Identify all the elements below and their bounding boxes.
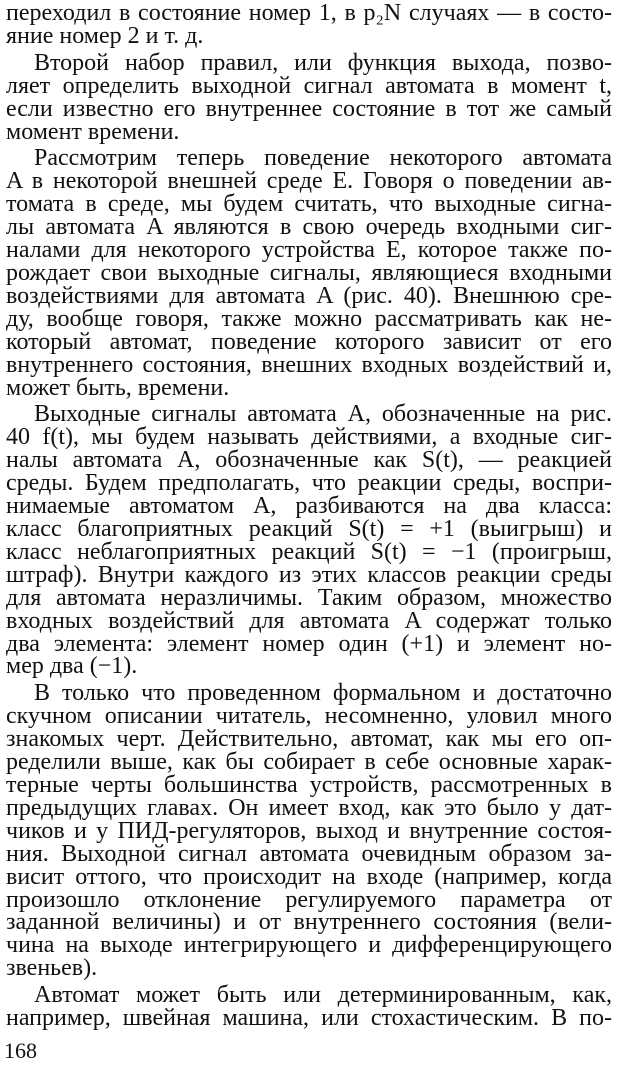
text-line: ределили выше, как бы собирает в себе основные харак- [6, 751, 612, 774]
text-line: чиков и у ПИД-регуляторов, выход и внутренние состоя- [6, 820, 612, 843]
text-line: среды. Будем предполагать, что реакции среды, воспри- [6, 472, 612, 495]
text-line: В только что проведенном формальном и достаточно [34, 682, 612, 705]
text-line: висит оттого, что происходит на входе (например, когда [6, 866, 612, 889]
text-line: момент времени. [6, 121, 180, 144]
text-line: если известно его внутреннее состояние в тот же самый [6, 98, 612, 121]
text-line: внутреннего состояния, внешних входных воздействий и, [6, 354, 612, 377]
text-line: томата в среде, мы будем считать, что выходные сигна- [6, 193, 612, 216]
text-line: мер два (−1). [6, 655, 138, 678]
text-line: переходил в состояние номер 1, в p₂N случаях — в состо- [6, 2, 612, 25]
text-line: знакомых черт. Действительно, автомат, как мы его оп- [6, 728, 612, 751]
text-line: например, швейная машина, или стохастическим. В по- [6, 1007, 612, 1030]
text-line: терные черты большинства устройств, рассмотренных в [6, 774, 612, 797]
text-line: налами для некоторого устройства E, которое также по- [6, 239, 612, 262]
text-line: произошло отклонение регулируемого параметра от [6, 889, 612, 912]
text-line: рождает свои выходные сигналы, являющиеся входными [6, 262, 612, 285]
text-line: нимаемые автоматом A, разбиваются на два класса: [6, 495, 612, 518]
text-line: Второй набор правил, или функция выхода, позво- [34, 52, 612, 75]
text-line: воздействиями для автомата A (рис. 40). Внешнюю сре- [6, 285, 612, 308]
text-line: ду, вообще говоря, также можно рассматривать как не- [6, 308, 612, 331]
text-line: скучном описании читатель, несомненно, уловил много [6, 705, 612, 728]
text-line: класс благоприятных реакций S(t) = +1 (выигрыш) и [6, 518, 612, 541]
text-line: предыдущих главах. Он имеет вход, как это было у дат- [6, 797, 612, 820]
text-line: может быть, времени. [6, 377, 230, 400]
text-line: класс неблагоприятных реакций S(t) = −1 (проигрыш, [6, 541, 612, 564]
text-line: Выходные сигналы автомата A, обозначенные на рис. [34, 403, 612, 426]
page-number: 168 [4, 1038, 37, 1063]
text-line: яние номер 2 и т. д. [6, 25, 204, 48]
text-line: входных воздействий для автомата A содержат только [6, 610, 612, 633]
text-line: заданной величины) и от внутреннего состояния (вели- [6, 911, 612, 934]
text-line: ния. Выходной сигнал автомата очевидным образом за- [6, 843, 612, 866]
text-line: лы автомата A являются в свою очередь входными сиг- [6, 216, 612, 239]
text-line: штраф). Внутри каждого из этих классов реакции среды [6, 564, 612, 587]
text-line: звеньев). [6, 957, 98, 980]
text-line: A в некоторой внешней среде E. Говоря о поведении ав- [6, 170, 612, 193]
text-line: который автомат, поведение которого зависит от его [6, 331, 612, 354]
text-line: Автомат может быть или детерминированным, как, [34, 984, 612, 1007]
text-line: Рассмотрим теперь поведение некоторого автомата [34, 147, 612, 170]
text-line: для автомата неразличимы. Таким образом, множество [6, 587, 612, 610]
text-line: ляет определить выходной сигнал автомата в момент t, [6, 75, 612, 98]
text-line: чина на выходе интегрирующего и дифференцирующего [6, 934, 612, 957]
text-line: налы автомата A, обозначенные как S(t), — реакцией [6, 449, 612, 472]
text-line: два элемента: элемент номер один (+1) и элемент но- [6, 633, 612, 656]
text-line: 40 f(t), мы будем называть действиями, а входные сиг- [6, 426, 612, 449]
